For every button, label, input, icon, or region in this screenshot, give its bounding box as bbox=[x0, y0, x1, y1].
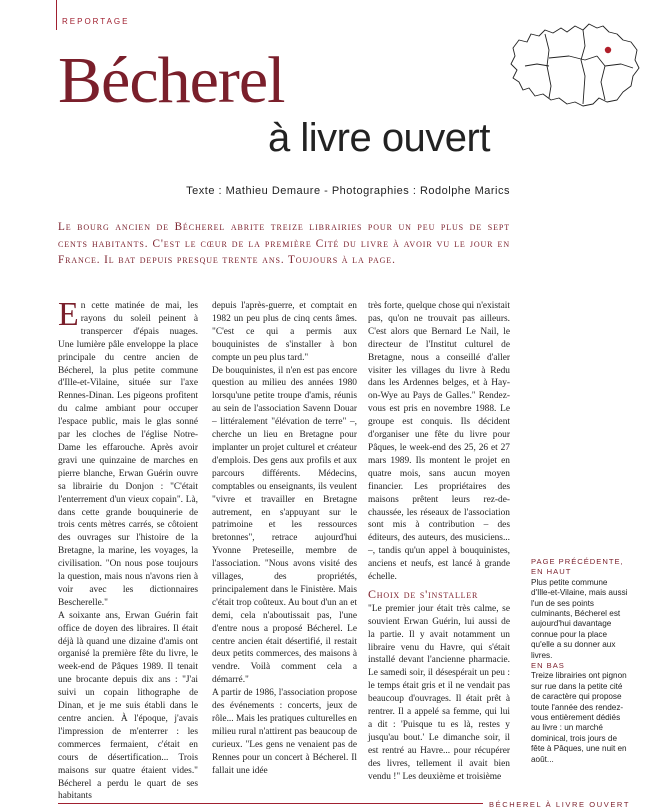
running-footer: BÉCHEREL À LIVRE OUVERT bbox=[483, 800, 630, 809]
article-title: Bécherel bbox=[58, 44, 285, 117]
text-column-2 bbox=[212, 300, 357, 778]
paragraph: "Le premier jour était très calme, se souvient Erwan Guérin, lui aussi de la partie. Il y avait notamment un libraire venu du Havre, qui s'était installé devant l'ancienne pharmacie. Le samedi soir, il désespérait un peu : le temps était gris et il ne vendait pas beaucoup d'ouvrages. Il était prêt à rentrer. Il a appelé sa femme, qui lui a dit : 'Puisque tu es là, restes y jusqu'au bout.' Le dimanche soir, il est rentré au Havre... pour récupérer des livres, tellement il avait bien vendu !" Les deuxième et troisième bbox=[368, 603, 510, 782]
paragraph: A soixante ans, Erwan Guérin fait office de doyen des libraires. Il était déjà là quand une dizaine d'amis ont organisé la première fête du livre, le week-end de Pâques 1989. Il tenait une brocante depuis dix ans : "J'ai suivi un copain lithographe de Dinan, et je me suis établi dans le centre ancien. À l'époque, j'avais l'impression de m'enterrer : les commerces fermaient, c'était en cours de désertification... Trois maisons sur quatre étaient vides." Bécherel a perdu le quart de ses habitants bbox=[58, 610, 198, 802]
becherel-location-marker bbox=[605, 47, 611, 53]
caption-text: Plus petite commune d'Ille-et-Vilaine, mais aussi l'un de ses points culminants, Bécherel est aujourd'hui davantage connue pour la place qu'elle a su donner aux livres. bbox=[531, 577, 628, 660]
paragraph: n cette matinée de mai, les rayons du soleil peinent à transpercer d'épais nuages. Une lumière pâle enveloppe la place principale du centre ancien de Bécherel, la plus petite commune d'Ille-et-Vilaine, située sur l'axe Rennes-Dinan. Les pigeons profitent du calme ambiant pour occuper l'espace public, mais le glas sonné par les cloches de l'église Notre-Dame les effarouche. Après avoir gravi une quinzaine de marches en pierre blanche, Erwan Guérin ouvre sa librairie du Donjon : "C'était l'enterrement d'un vieux copain". Là, dans cette grande bouquinerie de trois cents mètres carrés, se côtoient des ouvrages sur l'histoire de la Bretagne, la marine, les voyages, la civilisation. "On nous pose toujours la question, mais nous n'avons rien à voir avec les dictionnaires Bescherelle." bbox=[58, 301, 198, 608]
paragraph: très forte, quelque chose qui n'existait pas, qu'on ne trouvait pas ailleurs. C'est alors que Bernard Le Nail, le directeur de l'Institut culturel de Bretagne, nous a conseillé d'aller visiter les villages du livre à Redu dans les Ardennes belges, et à Hay-on-Wye au Pays de Galles." Rendez-vous est pris en novembre 1988. Le groupe est conquis. Ils décident d'organiser une fête du livre pour Pâques, le week-end des 25, 26 et 27 mars 1989. Ils montent le projet en quatre mois, sans aucun moyen financier. Les propriétaires des maisons prêtent leurs rez-de-chaussée, les réseaux de l'association sont mis à contribution – des éditeurs, des auteurs, des musiciens... –, tandis qu'un appel à bouquinistes, anciens et neufs, est lancé à grande échelle. bbox=[368, 301, 510, 583]
byline: Texte : Mathieu Demaure - Photographies : Rodolphe Marics bbox=[186, 185, 510, 197]
paragraph: De bouquinistes, il n'en est pas encore question au milieu des années 1980 lorsqu'une petite troupe d'amis, réunis au sein de l'association Savenn Douar – littéralement "élévation de terre" –, cherche un lieu en Bretagne pour implanter un projet culturel et créateur d'emplois. Des gens aux profils et aux parcours différents. Médecins, comptables ou enseignants, ils veulent "vivre et travailler en Bretagne autrement, en s'appuyant sur le patrimoine et les ressources bretonnes", retrace aujourd'hui Yvonne Preteseille, membre de l'association. "Nous avons visité des villages, des propriétés, principalement dans le Finistère. Mais c'était trop coûteux. Au bout d'un an et demi, cela n'aboutissait pas, l'une d'entre nous a proposé Bécherel. Le centre ancien était désertifié, il restait deux petits commerces, des maisons à vendre. Voilà comment cela a démarré." bbox=[212, 365, 357, 686]
caption-label: PAGE PRÉCÉDENTE, EN HAUT bbox=[531, 557, 624, 577]
section-rubric: REPORTAGE bbox=[62, 17, 130, 26]
photo-caption-bottom bbox=[531, 661, 629, 765]
section-subhead: Choix de s'installer bbox=[368, 586, 479, 601]
text-column-1 bbox=[58, 296, 198, 803]
rubric-rule bbox=[56, 0, 57, 30]
paragraph: depuis l'après-guerre, et comptait en 1982 un peu plus de cinq cents âmes. "C'est ce qui a permis aux bouquinistes de s'installer à bon compte un peu plus tard." bbox=[212, 301, 357, 363]
footer-rule bbox=[58, 803, 510, 804]
paragraph: A partir de 1986, l'association propose des événements : concerts, jeux de rôle... Mais les pratiques culturelles en milieu rural n'attirent pas beaucoup de curieux. "Les gens ne venaient pas de Rennes pour un concert à Bécherel. Il fallait une idée bbox=[212, 688, 357, 776]
caption-text: Treize librairies ont pignon sur rue dans la petite cité de caractère qui propose toute l'année des rendez-vous entièrement dédiés au livre : un marché dominical, trois jours de fête à Pâques, une nuit en août... bbox=[531, 671, 627, 764]
caption-label: EN BAS bbox=[531, 661, 565, 670]
photo-caption-top bbox=[531, 557, 629, 661]
drop-cap: E bbox=[58, 296, 79, 333]
brittany-map-icon bbox=[505, 6, 645, 126]
article-lead: Le bourg ancien de Bécherel abrite treize librairies pour un peu plus de sept cents habitants. C'est le cœur de la première Cité du livre à avoir vu le jour en France. Il bat depuis presque trente ans. Toujours à la page. bbox=[58, 221, 510, 266]
article-subtitle: à livre ouvert bbox=[268, 116, 490, 160]
text-column-3 bbox=[368, 300, 510, 784]
